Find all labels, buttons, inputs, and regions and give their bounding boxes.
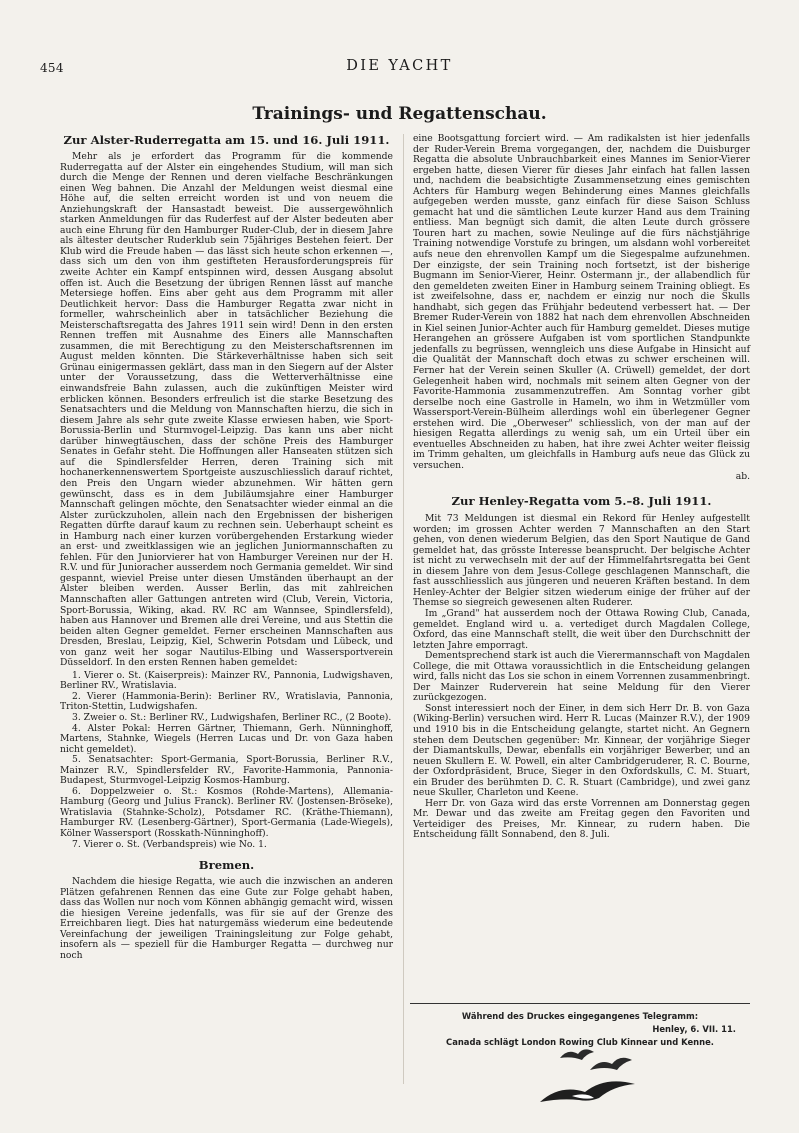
page-number: 454 bbox=[40, 61, 64, 75]
alster-paragraph: Mehr als je erfordert das Programm für die kommende Ruderregatta auf der Alster ein eingehendes Studium, will man sich durch die Menge der Rennen und deren vielfache Beschränkungen einen Weg bahnen. Die Anzahl der Meldungen weist diesmal eine Höhe auf, die selten erreicht worden ist und von neuem die Anziehungskraft der Hansastadt beweist. Die aussergewöhnlich starken Anmeldungen für das Ruderfest auf der Alster bedeuten aber auch eine Ehrung für den Hamburger Ruder-Club, der in diesem Jahre als ältester deutscher Ruderklub sein 75jähriges Bestehen feiert. Der Klub wird die Freude haben — das lässt sich heute schon erkennen —, dass sich um den von ihm gestifteten Herausforderungspreis für zweite Achter ein Kampf entspinnen wird, dessen Ausgang absolut offen ist. Auch die Besetzung der übrigen Rennen lässt auf manche Metersiege hoffen. Eins aber geht aus dem Programm mit aller Deutlichkeit hervor: Dass die Hamburger Regatta zwar nicht in formeller, wahrscheinlich aber in tatsächlicher Beziehung die Meisterschaftsregatta des Jahres 1911 sein wird! Denn in den ersten Rennen treffen mit Ausnahme des Einers alle Mannschaften zusammen, die mit Berechtigung zu den Meisterschaftsrennen im August melden könnten. Die Stärkeverhältnisse haben sich seit Grünau einigermassen geklärt, dass man in den Siegern auf der Alster unter der Voraussetzung, dass die Wetterverhältnisse eine einwandsfreie Bahn zulassen, auch die zukünftigen Meister wird erblicken können. Besonders erfreulich ist die starke Besetzung des Senatsachters und die Meldung von Mannschaften hierzu, die sich in diesem Jahre als sehr gute zweite Klasse erwiesen haben, wie Sport-Borussia-Berlin und Sturmvogel-Leipzig. Das kann uns aber nicht darüber hinwegtäuschen, dass der schöne Preis des Hamburger Senates in Gefahr steht. Die Hoffnungen aller Hanseaten stützen sich auf die Spindlersfelder Herren, deren Training sich mit hochanerkennenswertem Sportgeiste auszuschliesslich darauf richtet, den Preis den Ungarn wieder abzunehmen. Wir hätten gern gewünscht, dass es in dem Jubiläumsjahre einer Hamburger Mannschaft gelingen möchte, den Senatsachter wieder einmal an die Alster zurückzuholen, allein nach den Ergebnissen der bisherigen Regatten dürfte darauf kaum zu rechnen sein. Ueberhaupt scheint es in Hamburg nach einer kurzen vorübergehenden Erstarkung wieder an erst- und zweitklassigen wie an jeglichen Juniormannschaften zu fehlen. Für den Juniorvierer hat von Hamburger Vereinen nur der H. R.V. und für Junioracher ausserdem noch Germania gemeldet. Wir sind gespannt, wieviel Preise unter diesen Umständen überhaupt an der Alster bleiben werden. Ausser Berlin, das mit zahlreichen Mannschaften aller Gattungen antreten wird (Club, Verein, Victoria, Sport-Borussia, Wiking, akad. RV. RC am Wannsee, Spindlersfeld), haben aus Hannover und Bremen alle drei Vereine, und aus Stettin die beiden alten Gegner gemeldet. Ferner erscheinen Mannschaften aus Dresden, Breslau, Leipzig, Kiel, Schwerin Potsdam und Lübeck, und von ganz weit her sogar Nautilus-Elbing und Wassersportverein Düsseldorf. In den ersten Rennen haben gemeldet: bbox=[60, 151, 393, 669]
bremen-heading: Bremen. bbox=[198, 858, 255, 873]
henley-paragraph: Sonst interessiert noch der Einer, in dem sich Herr Dr. B. von Gaza (Wiking-Berlin) versuchen wird. Herr R. Lucas (Mainzer R.V.), der 1909 und 1910 bis in die Entscheidung gelangte, startet nicht. An Gegnern stehen dem Deutschen gegenüber: Mr. Kinnear, der vorjährige Sieger der Diamantskulls, Dewar, ebenfalls ein vorjähriger Bewerber, und an neuen Skullern E. W. Powell, ein alter Cambridgeruderer, R. C. Bourne, der Oxfordpräsident, Bruce, Sieger in den Oxfordskulls, C. M. Stuart, ein Bruder des berühmten D. C. R. Stuart (Cambridge), und zwei ganz neue Skuller, Charleton und Keene. bbox=[413, 702, 750, 799]
henley-paragraph: Herr Dr. von Gaza wird das erste Vorrennen am Donnerstag gegen Mr. Dewar und das zweite am Freitag gegen den Favoriten und Verteidiger des Preises, Mr. Kinnear, zu rudern haben. Die Entscheidung fällt Sonnabend, den 8. Juli. bbox=[413, 797, 750, 841]
author-signature: ab. bbox=[735, 470, 750, 482]
entry-item: 6. Doppelzweier o. St.: Kosmos (Rohde-Martens), Allemania-Hamburg (Georg und Julius Franck). Berliner RV. (Jostensen-Bröseke), Wratislavia (Stahnke-Scholz), Potsdamer RC. (Kräthe-Thiemann), Hamburger RV. (Lesenberg-Gärtner), Sport-Germania (Lade-Wiegels), Kölner Wassersport (Rosskath-Nünninghoff). bbox=[60, 785, 393, 839]
right-column bbox=[413, 134, 750, 841]
henley-paragraph: Mit 73 Meldungen ist diesmal ein Rekord für Henley aufgestellt worden; im grossen Achter werden 7 Mannschaften an den Start gehen, von denen wiederum Belgien, das den Sport Nautique de Gand gemeldet hat, das grösste Interesse beansprucht. Der belgische Achter ist nicht zu verwechseln mit der auf der Himmelfahrtsregatta bei Gent in diesem Jahre von dem Jesus-College geschlagenen Mannschaft, die fast ausschliesslich aus jüngeren und neueren Kräften bestand. In dem Henley-Achter der Belgier sitzen wiederum einige der früher auf der Themse so siegreich gewesenen alten Ruderer. bbox=[413, 513, 750, 609]
bremen-paragraph: Nachdem die hiesige Regatta, wie auch die inzwischen an anderen Plätzen gefahrenen Rennen das eine Gute zur Folge gehabt haben, dass das Wollen nur noch vom Können abhängig gemacht wird, wissen die hiesigen Vereine jedenfalls, was für sie auf der Grenze des Erreichbaren liegt. Dies hat naturgemäss wiederum eine bedeutende Vereinfachung der jeweiligen Trainingsleitung zur Folge gehabt, insofern als — speziell für die Hamburger Regatta — durchweg nur noch bbox=[60, 876, 393, 961]
seagulls-icon bbox=[520, 1040, 670, 1120]
left-column bbox=[60, 134, 393, 961]
henley-heading: Zur Henley-Regatta vom 5.–8. Juli 1911. bbox=[451, 494, 712, 509]
henley-paragraph: Dementsprechend stark ist auch die Vierermannschaft von Magdalen College, die mit Ottawa voraussichtlich in die Entscheidung gelangen wird, falls nicht das Los sie schon in einem Vorrennen zusammenbringt. Der Mainzer Ruderverein hat seine Meldung für den Vierer zurückgezogen. bbox=[413, 650, 750, 704]
henley-paragraph: Im „Grand" hat ausserdem noch der Ottawa Rowing Club, Canada, gemeldet. England wird u. a. vertediget durch Magdalen College, Oxford, das eine Mannschaft stellt, die weit über den Durchschnitt der letzten Jahre emporragt. bbox=[413, 607, 750, 651]
entry-item: 7. Vierer o. St. (Verbandspreis) wie No. 1. bbox=[72, 838, 267, 850]
bremen-paragraph-continued: eine Bootsgattung forciert wird. — Am radikalsten ist hier jedenfalls der Ruder-Verein Brema vorgegangen, der, nachdem die Duisburger Regatta die absolute Unbrauchbarkeit eines Mannes im Senior-Vierer ergeben hatte, diesen Vierer für dieses Jahr einfach hat fallen lassen und, nachdem die beabsichtigte Zusammensetzung eines gemischten Achters für Hamburg wegen Behinderung eines Mannes gleichfalls aufgegeben werden musste, ganz einfach für diese Saison Schluss gemacht hat und die sämtlichen Leute kurzer Hand aus dem Training entliess. Man begnügt sich damit, die alten Leute durch grössere Touren hart zu machen, sowie Neulinge auf die fürs nächstjährige Training notwendige Vorstufe zu bringen, um alsdann wohl vorbereitet aufs neue den ehrenvollen Kampf um die Siegespalme aufzunehmen. Der einzigste, der sein Training noch fortsetzt, ist der bisherige Bugmann im Senior-Vierer, Heinr. Ostermann jr., der allabendlich für den gemeldeten zweiten Einer in Hamburg seinem Training obliegt. Es ist zweifelsohne, dass er, nachdem er einzig nur noch die Skulls handhabt, sich gegen das Frühjahr bedeutend verbessert hat. — Der Bremer Ruder-Verein von 1882 hat nach dem ehrenvollen Abschneiden in Kiel seinen Junior-Achter auch für Hamburg gemeldet. Dieses mutige Herangehen an grössere Aufgaben ist vom sportlichen Standpunkte jedenfalls zu begrüssen, wenngleich uns diese Aufgabe in Hinsicht auf die Qualität der Mannschaft doch etwas zu schwer erscheinen will. Ferner hat der Verein seinen Skuller (A. Crüwell) gemeldet, der dort Gelegenheit haben wird, nochmals mit seinem alten Gegner von der Favorite-Hammonia zusammenzutreffen. Am Sonntag vorher gibt derselbe noch eine Gastrolle in Hameln, wo ihm in Wetzmüller vom Wassersport-Verein-Bülheim allerdings wohl ein überlegener Gegner erstehen wird. Die „Oberweser" schliesslich, von der man auf der hiesigen Regatta allerdings zu wenig sah, um ein Urteil über ein eventuelles Abschneiden zu haben, hat ihre zwei Achter weiter fleissig im Trimm gehalten, um gleichfalls in Hamburg aufs neue das Glück zu versuchen. bbox=[413, 133, 750, 471]
telegram-heading: Während des Druckes eingegangenes Telegramm: bbox=[461, 1011, 699, 1021]
entry-item: 3. Zweier o. St.: Berliner RV., Ludwigshafen, Berliner RC., (2 Boote). bbox=[72, 711, 392, 723]
alster-heading: Zur Alster-Ruderregatta am 15. und 16. Juli 1911. bbox=[63, 133, 390, 147]
entry-list bbox=[60, 671, 393, 850]
entry-item: 4. Alster Pokal: Herren Gärtner, Thiemann, Gerh. Nünninghoff, Martens, Stahnke, Wiegels (Herren Lucas und Dr. von Gaza haben nicht gemeldet). bbox=[60, 722, 393, 755]
running-title: DIE YACHT bbox=[346, 58, 453, 74]
column-divider bbox=[403, 134, 404, 1084]
section-title: Trainings- und Regattenschau. bbox=[252, 104, 547, 124]
telegram-place-date: Henley, 6. VII. 11. bbox=[652, 1024, 736, 1034]
telegram-body: Canada schlägt London Rowing Club Kinnear und Kenne. bbox=[446, 1037, 714, 1047]
entry-item: 1. Vierer o. St. (Kaiserpreis): Mainzer RV., Pannonia, Ludwigshaven, Berliner RV., Wratislavia. bbox=[60, 669, 393, 692]
entry-item: 5. Senatsachter: Sport-Germania, Sport-Borussia, Berliner R.V., Mainzer R.V., Spindlersfelder RV., Favorite-Hammonia, Pannonia-Budapest, Sturmvogel-Leipzig Kosmos-Hamburg. bbox=[60, 754, 393, 787]
entry-item: 2. Vierer (Hammonia-Berin): Berliner RV., Wratislavia, Pannonia, Triton-Stettin, Ludwigshafen. bbox=[60, 690, 393, 713]
